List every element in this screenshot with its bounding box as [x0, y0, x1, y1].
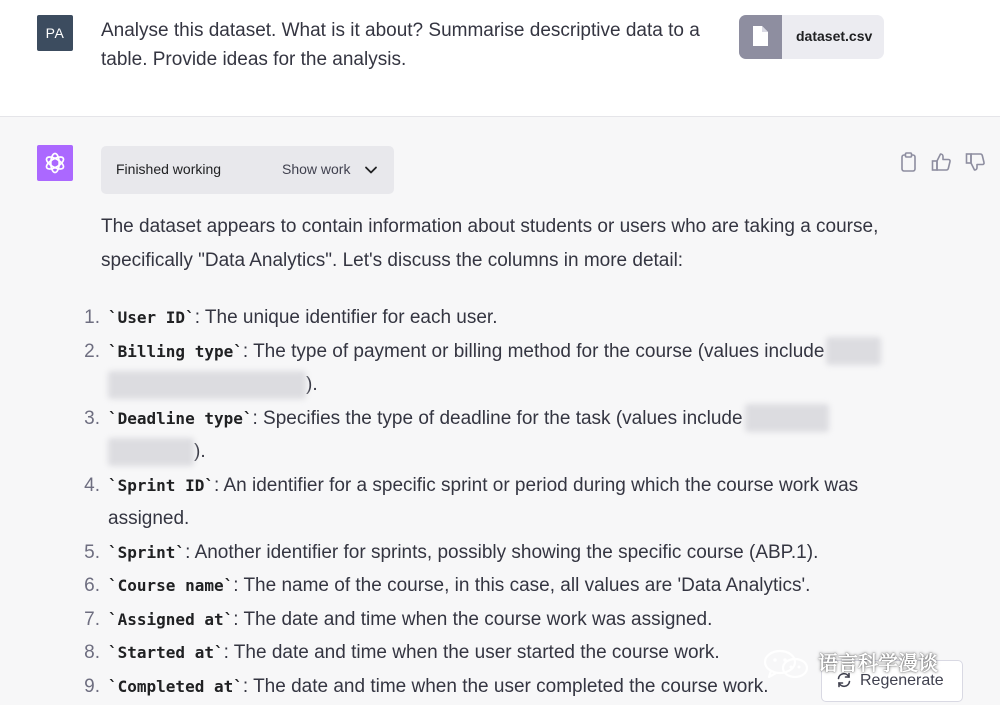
column-description: : The name of the course, in this case, all values are 'Data Analytics'.: [233, 575, 811, 596]
column-name: `Completed at`: [108, 676, 243, 696]
column-description: : The date and time when the course work was assigned.: [233, 608, 713, 630]
column-name: `Sprint`: [108, 542, 186, 562]
copy-icon[interactable]: [900, 152, 918, 172]
user-avatar: PA: [37, 15, 73, 51]
list-item: [80, 569, 900, 603]
column-name: `Billing type`: [108, 341, 243, 361]
regenerate-label: Regenerate: [860, 672, 944, 689]
list-item: [80, 402, 900, 469]
show-work-button[interactable]: Show work: [282, 161, 351, 177]
column-description-tail: ).: [194, 441, 206, 462]
column-description: : The date and time when the user started the course work.: [223, 642, 720, 663]
list-item: [80, 469, 900, 536]
list-item-number: 3.: [84, 407, 100, 429]
file-icon: [739, 15, 782, 59]
redacted-value: [826, 337, 881, 365]
chevron-down-icon[interactable]: [364, 163, 378, 177]
list-item: [80, 603, 900, 637]
column-name: `Course name`: [108, 576, 234, 595]
redacted-value: [745, 404, 829, 432]
column-description: : Another identifier for sprints, possibly showing the specific course (ABP.1).: [185, 541, 819, 563]
thumbs-up-icon[interactable]: [931, 152, 952, 172]
column-name: `User ID`: [108, 308, 195, 327]
list-item-number: 6.: [84, 575, 100, 596]
list-item-number: 5.: [84, 541, 100, 563]
list-item-number: 1.: [84, 307, 100, 328]
redacted-value: [108, 438, 194, 466]
work-status-box: [101, 146, 394, 194]
list-item-number: 7.: [84, 608, 100, 630]
file-name: dataset.csv: [796, 28, 873, 44]
file-attachment-chip[interactable]: [739, 15, 884, 59]
column-description-list: [80, 301, 900, 703]
list-item-number: 8.: [84, 642, 100, 663]
column-description: : The date and time when the user completed the course work.: [242, 675, 769, 697]
column-description: : An identifier for a specific sprint or period during which the course work was assigned.: [108, 474, 859, 529]
wechat-icon: [762, 649, 812, 681]
assistant-message-row: [0, 117, 1000, 705]
list-item: [80, 335, 900, 402]
thumbs-down-icon[interactable]: [965, 152, 986, 172]
column-name: `Started at`: [108, 643, 224, 662]
column-description: : The unique identifier for each user.: [194, 307, 498, 328]
column-description: : The type of payment or billing method for the course (values include: [242, 340, 825, 362]
user-message-row: [0, 0, 1000, 117]
column-name: `Sprint ID`: [108, 475, 214, 495]
list-item: [80, 536, 900, 570]
list-item-number: 4.: [84, 474, 100, 496]
work-status-label: Finished working: [116, 161, 222, 177]
column-description: : Specifies the type of deadline for the task (values include: [252, 407, 743, 429]
watermark-text: 语言科学漫谈: [818, 653, 938, 675]
column-name: `Assigned at`: [108, 609, 234, 629]
column-name: `Deadline type`: [108, 408, 253, 428]
assistant-intro-text: The dataset appears to contain information about students or users who are taking a course, specifically "Data Analytics". Let's discuss the columns in more detail:: [101, 216, 879, 271]
redacted-value: [108, 371, 306, 399]
list-item-number: 2.: [84, 340, 100, 362]
column-description-tail: ).: [306, 374, 318, 395]
list-item: [80, 301, 900, 335]
list-item-number: 9.: [84, 675, 100, 697]
openai-logo-icon: [37, 145, 73, 181]
user-message-text: Analyse this dataset. What is it about? Summarise descriptive data to a table. Provide ideas for the analysis.: [101, 20, 700, 70]
